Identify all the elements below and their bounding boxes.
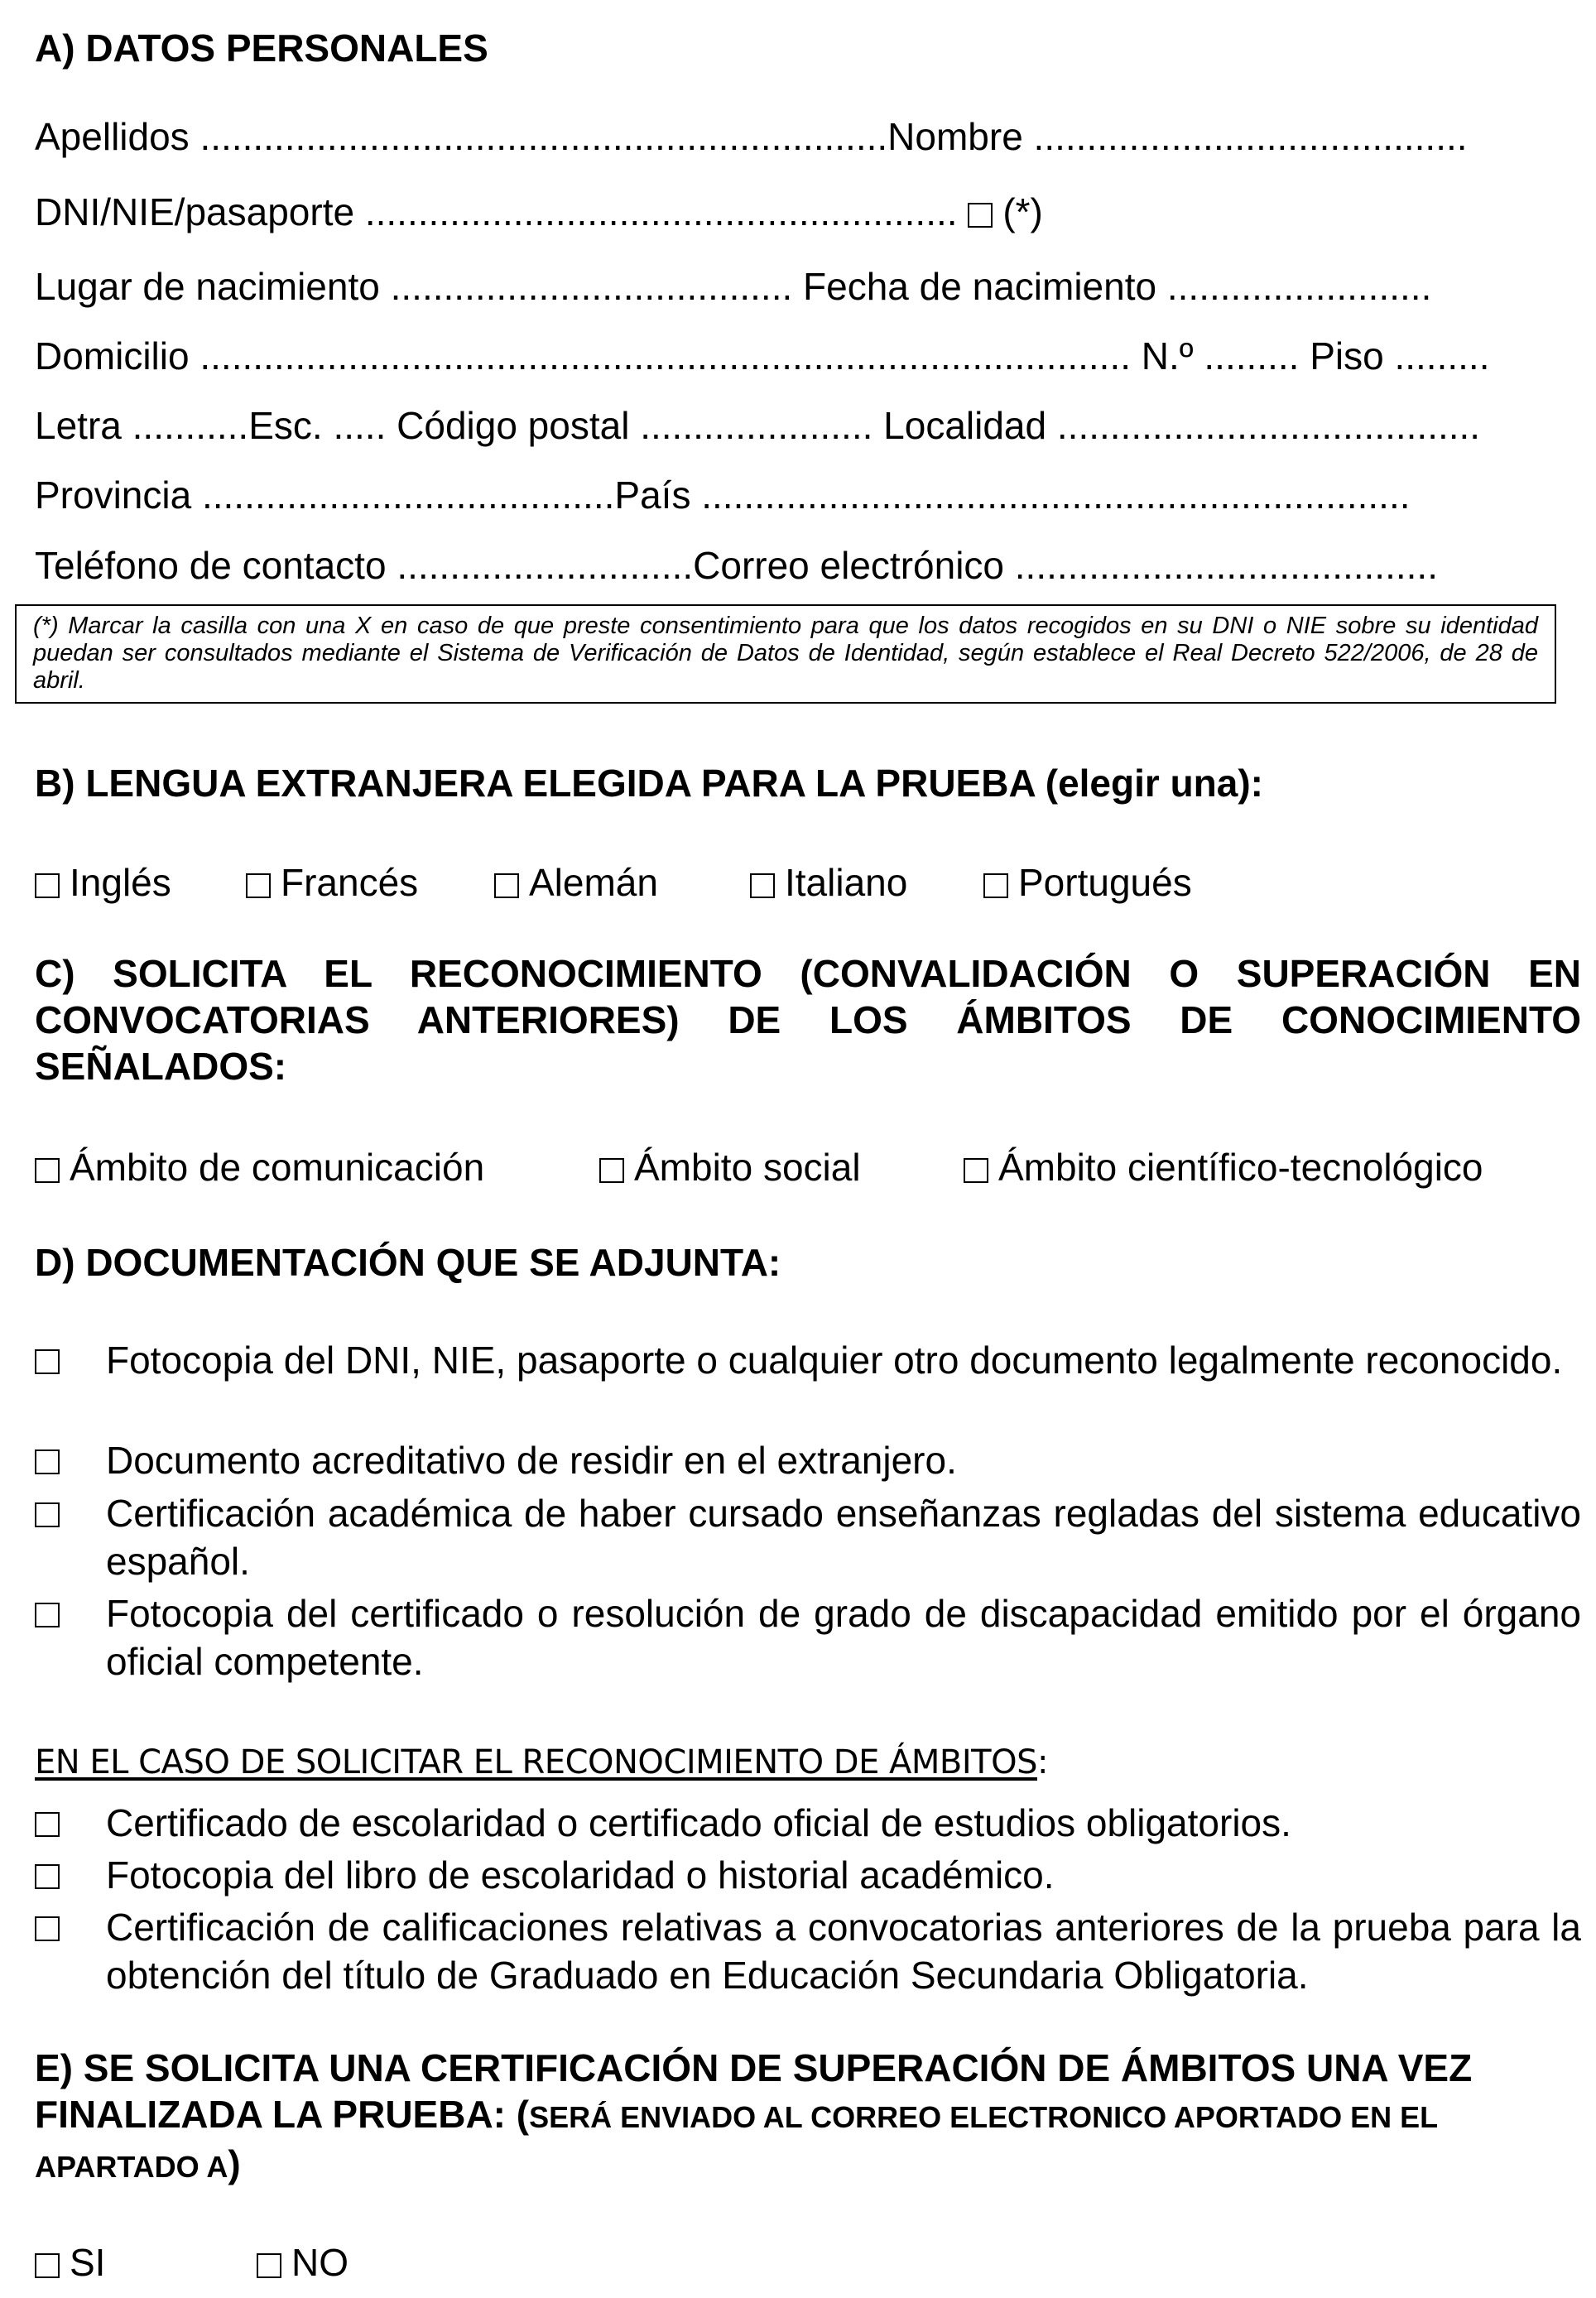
apellidos-nombre-line: Apellidos .................................................................Nombre ......................................... bbox=[35, 115, 1468, 158]
provincia-pais-line: Provincia .......................................País ................................................................... bbox=[35, 474, 1411, 517]
letra-cp-localidad-line: Letra ...........Esc. ..... Código postal ...................... Localidad ........................................ bbox=[35, 404, 1481, 447]
checkbox-icon[interactable] bbox=[964, 1158, 988, 1183]
checkbox-icon[interactable] bbox=[257, 2253, 281, 2278]
doc-item-residencia: Documento acreditativo de residir en el extranjero. bbox=[35, 1436, 1581, 1484]
language-option-frances[interactable]: Francés bbox=[246, 859, 418, 906]
doc-item-certificacion: Certificación académica de haber cursado enseñanzas regladas del sistema educativo español. bbox=[35, 1489, 1581, 1585]
checkbox-icon[interactable] bbox=[35, 1158, 60, 1183]
checkbox-icon[interactable] bbox=[494, 873, 519, 898]
consent-note-box: (*) Marcar la casilla con una X en caso de que preste consentimiento para que los datos recogidos en su DNI o NIE sobre su identidad puedan ser consultados mediante el Sistema de Verificación de Datos de Identidad, según establece el Real Decreto 522/2006, de 28 de abril. bbox=[15, 604, 1556, 704]
section-a-title: A) DATOS PERSONALES bbox=[35, 26, 488, 70]
ambito-option-cientifico[interactable]: Ámbito científico-tecnológico bbox=[964, 1144, 1483, 1190]
doc-item-dni: Fotocopia del DNI, NIE, pasaporte o cualquier otro documento legalmente reconocido. bbox=[35, 1336, 1581, 1384]
checkbox-icon[interactable] bbox=[35, 873, 60, 898]
lugar-fecha-nacimiento-line: Lugar de nacimiento ...................................... Fecha de nacimiento ......................... bbox=[35, 265, 1432, 308]
certificacion-option-si[interactable]: SI bbox=[35, 2239, 105, 2286]
checkbox-icon[interactable] bbox=[983, 873, 1008, 898]
telefono-correo-line: Teléfono de contacto ............................Correo electrónico ........................................ bbox=[35, 544, 1438, 587]
checkbox-icon[interactable] bbox=[35, 1603, 60, 1627]
checkbox-icon[interactable] bbox=[35, 1864, 60, 1889]
checkbox-icon[interactable] bbox=[599, 1158, 624, 1183]
domicilio-line: Domicilio ........................................................................................ N.º ......... Piso ......... bbox=[35, 334, 1490, 377]
doc-item-calificaciones: Certificación de calificaciones relativas a convocatorias anteriores de la prueba para la obtención del título de Graduado en Educación Secundaria Obligatoria. bbox=[35, 1903, 1581, 1999]
language-option-portugues[interactable]: Portugués bbox=[983, 859, 1192, 906]
language-option-ingles[interactable]: Inglés bbox=[35, 859, 171, 906]
section-c-title: C) SOLICITA EL RECONOCIMIENTO (CONVALIDACIÓN O SUPERACIÓN EN CONVOCATORIAS ANTERIORES) DE LOS ÁMBITOS DE CONOCIMIENTO SEÑALADOS: bbox=[35, 952, 1581, 1088]
ambito-option-social[interactable]: Ámbito social bbox=[599, 1144, 861, 1190]
dni-consent-asterisk: (*) bbox=[1002, 190, 1043, 233]
dni-line bbox=[35, 189, 1043, 235]
checkbox-icon[interactable] bbox=[35, 1916, 60, 1941]
checkbox-icon[interactable] bbox=[246, 873, 271, 898]
certificacion-option-no[interactable]: NO bbox=[257, 2239, 349, 2286]
dni-consent-checkbox[interactable] bbox=[968, 203, 993, 228]
doc-item-libro-escolaridad: Fotocopia del libro de escolaridad o historial académico. bbox=[35, 1851, 1581, 1899]
checkbox-icon[interactable] bbox=[35, 1502, 60, 1527]
checkbox-icon[interactable] bbox=[35, 2253, 60, 2278]
checkbox-icon[interactable] bbox=[35, 1349, 60, 1374]
checkbox-icon[interactable] bbox=[750, 873, 775, 898]
language-option-italiano[interactable]: Italiano bbox=[750, 859, 907, 906]
ambitos-subheading: EN EL CASO DE SOLICITAR EL RECONOCIMIENTO DE ÁMBITOS: bbox=[35, 1743, 1048, 1781]
language-option-aleman[interactable]: Alemán bbox=[494, 859, 658, 906]
doc-item-escolaridad: Certificado de escolaridad o certificado oficial de estudios obligatorios. bbox=[35, 1799, 1581, 1847]
section-b-title: B) LENGUA EXTRANJERA ELEGIDA PARA LA PRUEBA (elegir una): bbox=[35, 762, 1263, 805]
checkbox-icon[interactable] bbox=[35, 1812, 60, 1837]
section-e-title: E) SE SOLICITA UNA CERTIFICACIÓN DE SUPERACIÓN DE ÁMBITOS UNA VEZ FINALIZADA LA PRUEBA: (SERÁ ENVIADO AL CORREO ELECTRONICO APORTADO EN EL APARTADO A) bbox=[35, 2046, 1473, 2185]
doc-item-discapacidad: Fotocopia del certificado o resolución de grado de discapacidad emitido por el órgano oficial competente. bbox=[35, 1589, 1581, 1685]
checkbox-icon[interactable] bbox=[35, 1449, 60, 1474]
ambito-option-comunicacion[interactable]: Ámbito de comunicación bbox=[35, 1144, 484, 1190]
section-d-title: D) DOCUMENTACIÓN QUE SE ADJUNTA: bbox=[35, 1241, 781, 1284]
dni-label: DNI/NIE/pasaporte ........................................................ bbox=[35, 190, 969, 233]
